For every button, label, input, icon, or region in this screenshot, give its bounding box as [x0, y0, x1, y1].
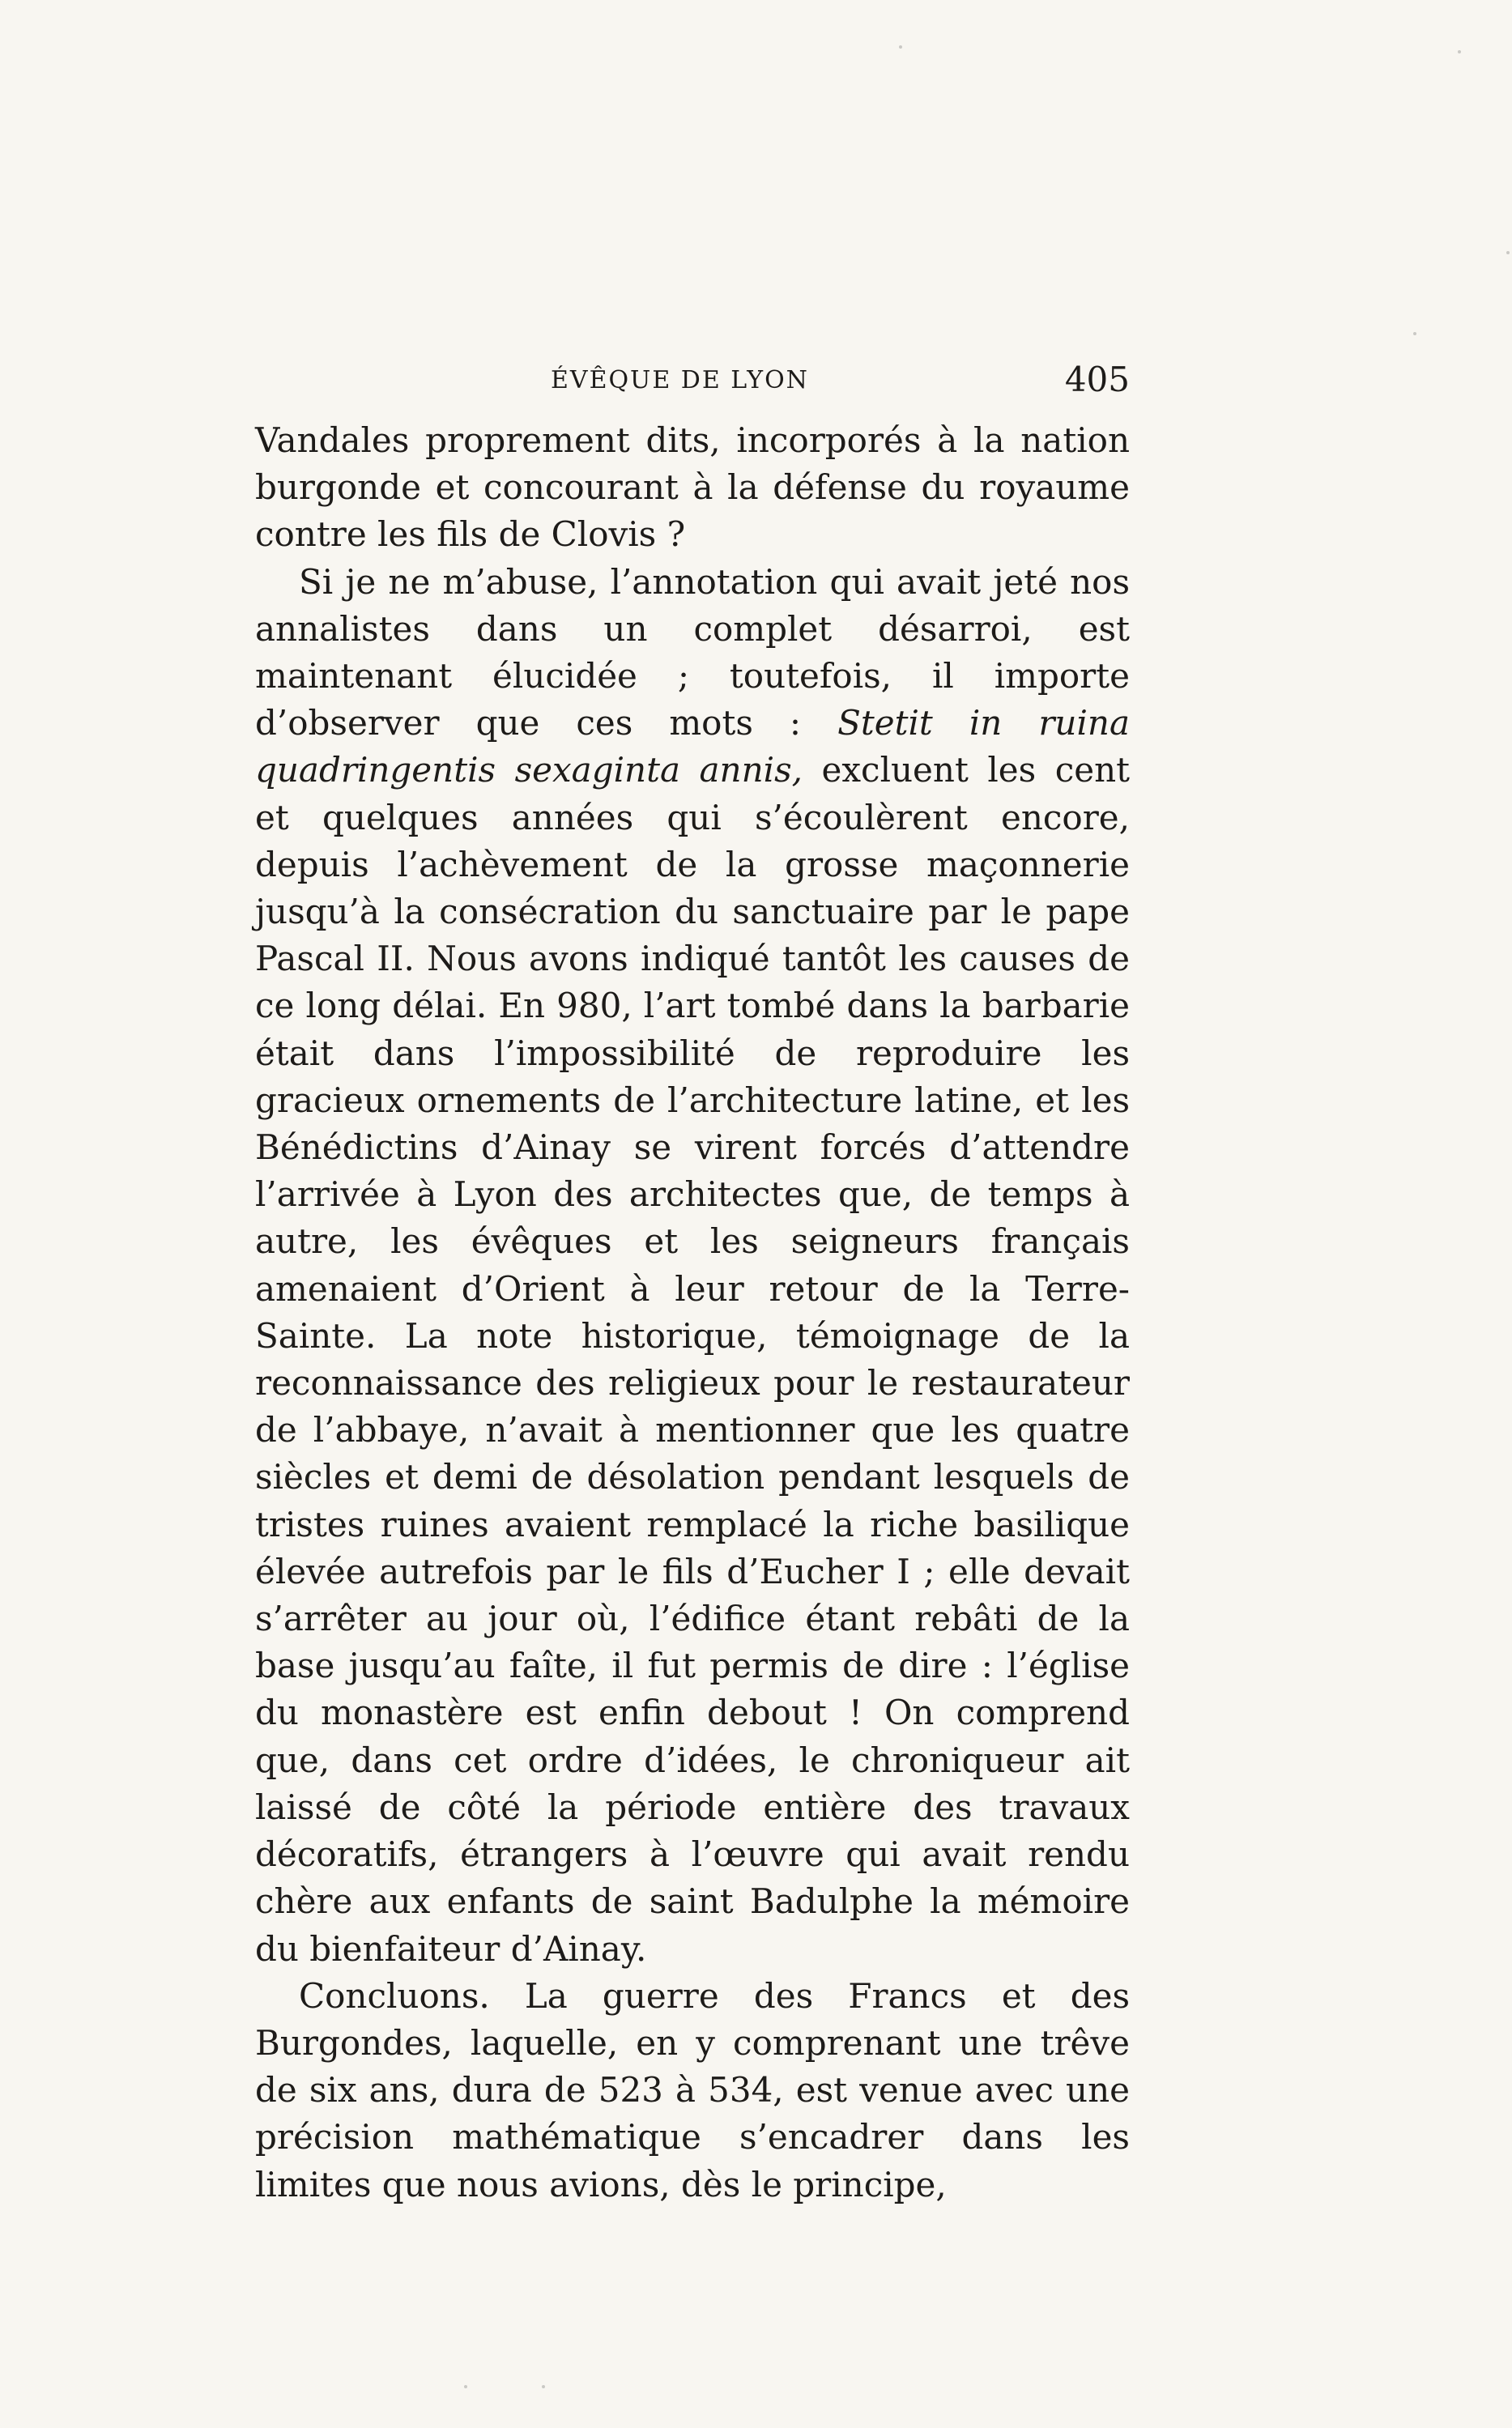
paragraph-2-text-end: excluent les cent et quelques années qui s’écoulèrent encore, depuis l’achèvement de la grosse maçonnerie jusqu’à la consécration du sanctuaire par le pape Pascal II. Nous avons indiqué tantôt les causes de ce long délai. En 980, l’art tombé dans la barbarie était dans l’impossibilité de reproduire les gracieux ornements de l’architecture latine, et les Bénédictins d’Ainay se virent forcés d’attendre l’arrivée à Lyon des architectes que, de temps à autre, les évêques et les seigneurs français amenaient d’Orient à leur retour de la Terre-Sainte. La note historique, témoignage de la reconnaissance des religieux pour le restaurateur de l’abbaye, n’avait à mentionner que les quatre siècles et demi de désolation pendant lesquels de tristes ruines avaient remplacé la riche basilique élevée autrefois par le fils d’Eucher I ; elle devait s’arrêter au jour où, l’édifice étant rebâti de la base jusqu’au faîte, il fut permis de dire : l’église du monastère est enfin debout ! On comprend que, dans cet ordre d’idées, le chroniqueur ait laissé de côté la période entière des travaux décoratifs, étrangers à l’œuvre qui avait rendu chère aux enfants de saint Badulphe la mémoire du bienfaiteur d’Ainay.	[255, 750, 1130, 1969]
running-head	[255, 360, 1130, 413]
paragraph-3	[255, 1973, 1130, 2209]
paper-speck	[464, 2385, 467, 2388]
paragraph-2-text-start: Si je ne m’abuse, l’annotation qui avait jeté nos annalistes dans un complet désarroi, est maintenant élucidée ; toutefois, il importe d’observer que ces mots :	[255, 561, 1130, 743]
body-text	[255, 417, 1130, 2209]
paper-speck	[1506, 251, 1510, 254]
paper-speck	[542, 2385, 545, 2388]
paragraph-3-text: Concluons. La guerre des Francs et des Burgondes, laquelle, en y comprenant une trêve de six ans, dura de 523 à 534, est venue avec une précision mathématique s’encadrer dans les limites que nous avions, dès le principe,	[255, 1975, 1130, 2204]
paper-speck	[1413, 332, 1416, 335]
paper-speck	[1458, 50, 1461, 53]
page-number: 405	[1064, 360, 1130, 399]
running-head-title: ÉVÊQUE DE LYON	[551, 366, 809, 394]
paper-speck	[899, 45, 902, 49]
paragraph-1	[255, 417, 1130, 559]
paragraph-1-text: Vandales proprement dits, incorporés à la nation burgonde et concourant à la défense du royaume contre les fils de Clovis ?	[255, 420, 1130, 555]
latin-quotation: Stetit in ruina quadringentis sexaginta annis,	[255, 703, 1130, 790]
paragraph-2	[255, 559, 1130, 1973]
